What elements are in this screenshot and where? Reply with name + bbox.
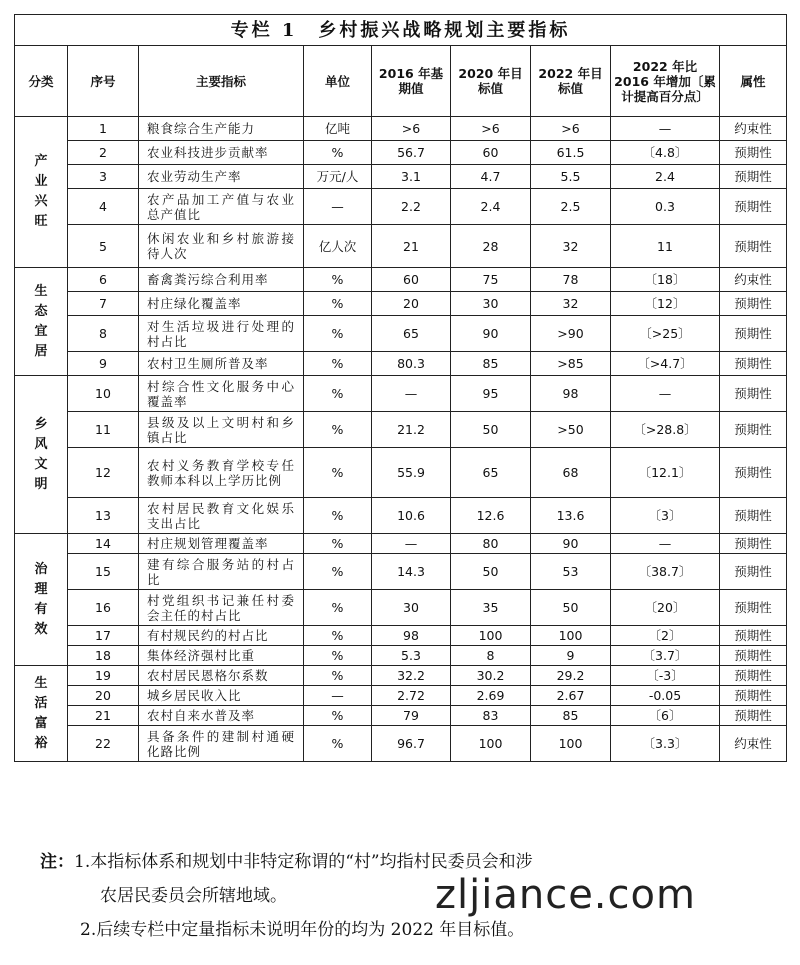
row-target-2020: >6 (451, 117, 531, 141)
row-number: 10 (68, 376, 139, 412)
note-1-line-1: 1.本指标体系和规划中非特定称谓的“村”均指村民委员会和涉 (74, 852, 533, 872)
row-base-2016: 2.72 (372, 686, 451, 706)
row-unit: % (304, 590, 372, 626)
row-attribute: 预期性 (720, 498, 787, 534)
row-target-2022: 100 (531, 726, 611, 762)
row-target-2020: 30.2 (451, 666, 531, 686)
row-base-2016: 14.3 (372, 554, 451, 590)
row-target-2020: 50 (451, 554, 531, 590)
row-attribute: 约束性 (720, 117, 787, 141)
row-base-2016: 80.3 (372, 352, 451, 376)
row-base-2016: 96.7 (372, 726, 451, 762)
row-number: 1 (68, 117, 139, 141)
row-number: 16 (68, 590, 139, 626)
row-target-2022: 61.5 (531, 141, 611, 165)
row-unit: % (304, 626, 372, 646)
row-attribute: 预期性 (720, 626, 787, 646)
header-row (15, 46, 787, 117)
row-base-2016: 55.9 (372, 448, 451, 498)
row-indicator: 农业科技进步贡献率 (139, 141, 304, 165)
row-number: 6 (68, 268, 139, 292)
table-row (15, 352, 787, 376)
row-target-2020: 8 (451, 646, 531, 666)
table-row (15, 666, 787, 686)
row-number: 5 (68, 225, 139, 268)
row-indicator: 农业劳动生产率 (139, 165, 304, 189)
row-base-2016: 3.1 (372, 165, 451, 189)
row-target-2022: 78 (531, 268, 611, 292)
row-increase: 〔3.7〕 (611, 646, 720, 666)
category-cell (15, 534, 68, 666)
row-indicator: 粮食综合生产能力 (139, 117, 304, 141)
row-target-2022: 100 (531, 626, 611, 646)
row-target-2022: >50 (531, 412, 611, 448)
table-row (15, 292, 787, 316)
row-target-2020: 12.6 (451, 498, 531, 534)
row-number: 14 (68, 534, 139, 554)
row-target-2022: 85 (531, 706, 611, 726)
table-row (15, 554, 787, 590)
table-row (15, 316, 787, 352)
table-row (15, 117, 787, 141)
row-indicator: 对生活垃圾进行处理的村占比 (139, 316, 304, 352)
row-attribute: 预期性 (720, 292, 787, 316)
table-row (15, 498, 787, 534)
row-indicator: 集体经济强村比重 (139, 646, 304, 666)
row-increase: -0.05 (611, 686, 720, 706)
row-unit: % (304, 376, 372, 412)
row-base-2016: 21 (372, 225, 451, 268)
row-unit: % (304, 646, 372, 666)
row-increase: 〔2〕 (611, 626, 720, 646)
header-indicator: 主要指标 (139, 46, 304, 117)
row-number: 12 (68, 448, 139, 498)
row-target-2020: 75 (451, 268, 531, 292)
row-indicator: 农村自来水普及率 (139, 706, 304, 726)
table-row (15, 590, 787, 626)
row-base-2016: 98 (372, 626, 451, 646)
row-unit: 亿人次 (304, 225, 372, 268)
row-attribute: 预期性 (720, 646, 787, 666)
row-target-2020: 65 (451, 448, 531, 498)
row-increase: 〔18〕 (611, 268, 720, 292)
category-cell (15, 666, 68, 762)
header-target-2022: 2022 年目标值 (531, 46, 611, 117)
row-target-2020: 4.7 (451, 165, 531, 189)
row-number: 7 (68, 292, 139, 316)
row-attribute: 预期性 (720, 590, 787, 626)
row-indicator: 休闲农业和乡村旅游接待人次 (139, 225, 304, 268)
row-base-2016: 56.7 (372, 141, 451, 165)
row-attribute: 预期性 (720, 376, 787, 412)
row-base-2016: 30 (372, 590, 451, 626)
row-attribute: 预期性 (720, 189, 787, 225)
category-cell (15, 117, 68, 268)
row-target-2022: 50 (531, 590, 611, 626)
row-target-2022: 9 (531, 646, 611, 666)
row-increase: 〔>4.7〕 (611, 352, 720, 376)
table-row (15, 726, 787, 762)
row-base-2016: 79 (372, 706, 451, 726)
row-attribute: 约束性 (720, 268, 787, 292)
row-increase: 〔>25〕 (611, 316, 720, 352)
row-attribute: 预期性 (720, 141, 787, 165)
row-unit: % (304, 268, 372, 292)
row-target-2022: 68 (531, 448, 611, 498)
table-row (15, 626, 787, 646)
row-target-2022: 2.67 (531, 686, 611, 706)
row-indicator: 村庄绿化覆盖率 (139, 292, 304, 316)
row-target-2020: 2.69 (451, 686, 531, 706)
row-attribute: 预期性 (720, 448, 787, 498)
header-target-2020: 2020 年目标值 (451, 46, 531, 117)
row-target-2022: 29.2 (531, 666, 611, 686)
row-target-2020: 60 (451, 141, 531, 165)
category-label: 生态宜居 (34, 283, 48, 359)
indicator-table (14, 14, 787, 762)
note-2: 2.后续专栏中定量指标未说明年份的均为 2022 年目标值。 (80, 920, 525, 940)
row-number: 13 (68, 498, 139, 534)
table-row (15, 686, 787, 706)
row-target-2022: 5.5 (531, 165, 611, 189)
row-unit: % (304, 292, 372, 316)
note-1-line-2: 农居民委员会所辖地域。 (100, 886, 287, 906)
row-unit: % (304, 412, 372, 448)
row-indicator: 村庄规划管理覆盖率 (139, 534, 304, 554)
category-cell (15, 376, 68, 534)
row-indicator: 畜禽粪污综合利用率 (139, 268, 304, 292)
table-row (15, 646, 787, 666)
row-number: 15 (68, 554, 139, 590)
row-increase: 〔38.7〕 (611, 554, 720, 590)
row-number: 17 (68, 626, 139, 646)
row-increase: — (611, 376, 720, 412)
row-unit: — (304, 189, 372, 225)
row-target-2022: 90 (531, 534, 611, 554)
header-unit: 单位 (304, 46, 372, 117)
watermark: zljiance.com (435, 872, 696, 918)
table-body (15, 117, 787, 762)
row-unit: % (304, 352, 372, 376)
row-target-2020: 83 (451, 706, 531, 726)
row-base-2016: 21.2 (372, 412, 451, 448)
row-attribute: 预期性 (720, 225, 787, 268)
row-base-2016: 60 (372, 268, 451, 292)
row-base-2016: 5.3 (372, 646, 451, 666)
table-title: 专栏 1 乡村振兴战略规划主要指标 (15, 15, 787, 46)
row-indicator: 建有综合服务站的村占比 (139, 554, 304, 590)
category-label: 生活富裕 (34, 675, 48, 751)
row-increase: 〔3.3〕 (611, 726, 720, 762)
row-unit: % (304, 498, 372, 534)
row-increase: — (611, 117, 720, 141)
table-row (15, 448, 787, 498)
row-number: 4 (68, 189, 139, 225)
table-row (15, 189, 787, 225)
indicator-table-container (14, 14, 786, 762)
table-row (15, 165, 787, 189)
row-base-2016: 65 (372, 316, 451, 352)
row-attribute: 预期性 (720, 706, 787, 726)
row-base-2016: >6 (372, 117, 451, 141)
row-number: 8 (68, 316, 139, 352)
row-number: 18 (68, 646, 139, 666)
row-increase: 〔3〕 (611, 498, 720, 534)
row-target-2020: 85 (451, 352, 531, 376)
row-increase: 2.4 (611, 165, 720, 189)
table-row (15, 225, 787, 268)
row-unit: % (304, 141, 372, 165)
category-label: 治理有效 (34, 561, 48, 637)
row-target-2020: 100 (451, 626, 531, 646)
row-unit: % (304, 726, 372, 762)
category-cell (15, 268, 68, 376)
header-category: 分类 (15, 46, 68, 117)
row-attribute: 预期性 (720, 554, 787, 590)
row-indicator: 村综合性文化服务中心覆盖率 (139, 376, 304, 412)
row-attribute: 预期性 (720, 686, 787, 706)
row-target-2020: 2.4 (451, 189, 531, 225)
row-target-2022: 13.6 (531, 498, 611, 534)
row-indicator: 农村居民恩格尔系数 (139, 666, 304, 686)
row-increase: 〔-3〕 (611, 666, 720, 686)
row-increase: 〔>28.8〕 (611, 412, 720, 448)
row-indicator: 农产品加工产值与农业总产值比 (139, 189, 304, 225)
row-attribute: 预期性 (720, 352, 787, 376)
row-number: 19 (68, 666, 139, 686)
row-indicator: 具备条件的建制村通硬化路比例 (139, 726, 304, 762)
row-unit: % (304, 554, 372, 590)
row-attribute: 预期性 (720, 316, 787, 352)
row-target-2020: 50 (451, 412, 531, 448)
row-increase: — (611, 534, 720, 554)
row-increase: 〔12.1〕 (611, 448, 720, 498)
row-unit: % (304, 316, 372, 352)
header-increase: 2022 年比 2016 年增加〔累计提高百分点〕 (611, 46, 720, 117)
row-indicator: 农村居民教育文化娱乐支出占比 (139, 498, 304, 534)
notes-label: 注： (40, 852, 74, 872)
header-base-2016: 2016 年基期值 (372, 46, 451, 117)
table-row (15, 412, 787, 448)
row-increase: 〔6〕 (611, 706, 720, 726)
row-increase: 〔12〕 (611, 292, 720, 316)
row-target-2020: 28 (451, 225, 531, 268)
row-target-2020: 100 (451, 726, 531, 762)
row-target-2020: 35 (451, 590, 531, 626)
row-target-2020: 95 (451, 376, 531, 412)
row-target-2020: 80 (451, 534, 531, 554)
row-indicator: 有村规民约的村占比 (139, 626, 304, 646)
row-number: 20 (68, 686, 139, 706)
row-indicator: 农村卫生厕所普及率 (139, 352, 304, 376)
row-base-2016: 20 (372, 292, 451, 316)
row-target-2020: 30 (451, 292, 531, 316)
header-attribute: 属性 (720, 46, 787, 117)
row-target-2022: 98 (531, 376, 611, 412)
row-number: 21 (68, 706, 139, 726)
row-target-2022: >90 (531, 316, 611, 352)
table-row (15, 268, 787, 292)
row-increase: 〔20〕 (611, 590, 720, 626)
row-attribute: 预期性 (720, 666, 787, 686)
row-indicator: 城乡居民收入比 (139, 686, 304, 706)
row-target-2022: 32 (531, 292, 611, 316)
row-number: 22 (68, 726, 139, 762)
row-target-2022: >85 (531, 352, 611, 376)
category-label: 产业兴旺 (34, 154, 48, 229)
row-target-2022: 53 (531, 554, 611, 590)
row-target-2022: 2.5 (531, 189, 611, 225)
table-row (15, 376, 787, 412)
table-row (15, 141, 787, 165)
row-attribute: 约束性 (720, 726, 787, 762)
row-indicator: 农村义务教育学校专任教师本科以上学历比例 (139, 448, 304, 498)
header-number: 序号 (68, 46, 139, 117)
row-base-2016: 32.2 (372, 666, 451, 686)
table-row (15, 534, 787, 554)
row-unit: % (304, 706, 372, 726)
row-target-2022: >6 (531, 117, 611, 141)
row-number: 9 (68, 352, 139, 376)
row-base-2016: — (372, 534, 451, 554)
row-unit: 万元/人 (304, 165, 372, 189)
row-unit: % (304, 534, 372, 554)
row-number: 3 (68, 165, 139, 189)
row-number: 11 (68, 412, 139, 448)
row-unit: — (304, 686, 372, 706)
row-target-2022: 32 (531, 225, 611, 268)
row-base-2016: 2.2 (372, 189, 451, 225)
row-base-2016: 10.6 (372, 498, 451, 534)
row-number: 2 (68, 141, 139, 165)
row-indicator: 村党组织书记兼任村委会主任的村占比 (139, 590, 304, 626)
row-indicator: 县级及以上文明村和乡镇占比 (139, 412, 304, 448)
row-attribute: 预期性 (720, 412, 787, 448)
row-unit: 亿吨 (304, 117, 372, 141)
row-attribute: 预期性 (720, 534, 787, 554)
row-increase: 0.3 (611, 189, 720, 225)
row-unit: % (304, 448, 372, 498)
row-base-2016: — (372, 376, 451, 412)
category-label: 乡风文明 (34, 416, 48, 492)
row-increase: 〔4.8〕 (611, 141, 720, 165)
row-target-2020: 90 (451, 316, 531, 352)
row-attribute: 预期性 (720, 165, 787, 189)
table-row (15, 706, 787, 726)
row-unit: % (304, 666, 372, 686)
row-increase: 11 (611, 225, 720, 268)
